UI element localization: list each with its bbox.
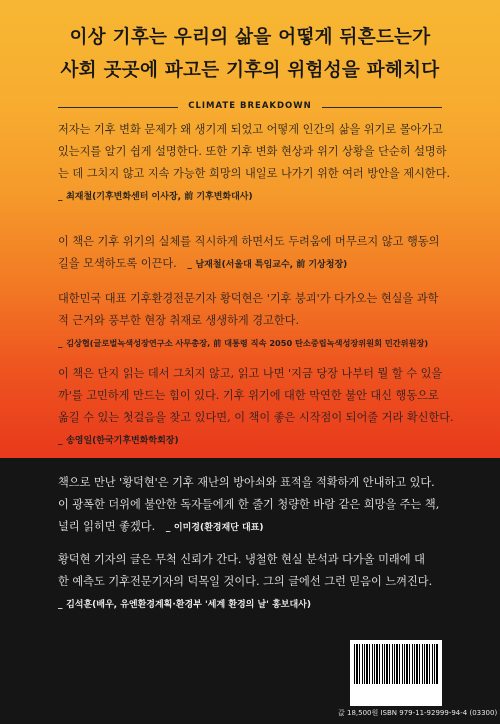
blurb-5-line-2: 이 광폭한 더위에 불안한 독자들에게 한 줄기 청량한 바람 같은 희망을 주는 책, (58, 498, 440, 511)
blurb-6-line-2: 한 예측도 기후전문기자의 덕목일 것이다. 그의 글에선 그런 믿음이 느껴진다. (58, 575, 433, 588)
blurb-3 (58, 288, 448, 354)
blurb-4-line-3: 옮길 수 있는 첫걸음을 찾고 있다면, 이 책이 좋은 시작점이 되어줄 거라 확신한다. (58, 411, 454, 424)
blurb-3-line-1: 대한민국 대표 기후환경전문기자 황덕현은 '기후 붕괴'가 다가오는 현실을 과학 (58, 292, 439, 305)
blurb-1-source: 최재철(기후변화센터 이사장, 前 기후변화대사) (66, 192, 253, 202)
blurb-6 (58, 549, 448, 615)
tagline: CLIMATE BREAKDOWN (188, 101, 312, 111)
blurb-3-dash: _ (58, 339, 63, 349)
blurb-2 (58, 231, 448, 275)
divider-right (322, 107, 442, 108)
blurb-3-source: 김상협(글로벌녹색성장연구소 사무총장, 前 대통령 직속 2050 탄소중립녹색성장위원회 민간위원장) (66, 338, 429, 348)
blurb-2-dash: _ (187, 260, 192, 270)
blurb-4-line-2: 까'를 고민하게 만드는 힘이 있다. 기후 위기에 대한 막연한 불안 대신 행동으로 (58, 389, 439, 402)
blurb-1-line-1: 저자는 기후 변화 문제가 왜 생기게 되었고 어떻게 인간의 삶을 위기로 몰아가고 (58, 123, 443, 136)
price-isbn: 값 18,500원 ISBN 979-11-92999-94-4 (03300) (338, 709, 498, 717)
blurb-5-dash: _ (165, 523, 171, 533)
blurb-2-source: 남재철(서울대 특임교수, 前 기상청장) (195, 260, 348, 270)
blurb-2-line-2: 길을 모색하도록 이끈다. (58, 257, 177, 270)
divider-left (58, 107, 178, 108)
blurb-5-source: 이미경(환경재단 대표) (173, 523, 264, 533)
blurb-1-dash: _ (58, 192, 63, 202)
blurb-4-dash: _ (58, 436, 63, 446)
blurb-3-line-2: 적 근거와 풍부한 현장 취재로 생생하게 경고한다. (58, 314, 300, 327)
blurb-1-line-3: 는 데 그치지 않고 지속 가능한 희망의 내일로 나가기 위한 여러 방안을 제시한다. (58, 167, 451, 180)
barcode-bars (354, 644, 438, 684)
barcode (350, 640, 442, 706)
blurb-4-line-1: 이 책은 단지 읽는 데서 그치지 않고, 읽고 나면 '지금 당장 나부터 뭘 할 수 있을 (58, 367, 443, 380)
headline-line-1: 이상 기후는 우리의 삶을 어떻게 뒤흔드는가 (69, 27, 431, 48)
blurb-6-line-1: 황덕현 기자의 글은 무척 신뢰가 간다. 냉철한 현실 분석과 다가올 미래에 대 (58, 553, 425, 566)
blurb-6-source: 김석훈(배우, 유엔환경계획·환경부 '세계 환경의 날' 홍보대사) (66, 600, 311, 610)
blurb-4 (58, 363, 454, 451)
headline-line-2: 사회 곳곳에 파고든 기후의 위험성을 파헤치다 (60, 60, 440, 81)
blurb-4-source: 송영일(한국기후변화학회장) (66, 436, 179, 446)
blurb-5-line-1: 책으로 만난 '황덕현'은 기후 재난의 방아쇠와 표적을 적확하게 안내하고 있다. (58, 476, 435, 489)
blurb-1 (58, 119, 451, 207)
blurb-2-line-1: 이 책은 기후 위기의 실체를 직시하게 하면서도 두려움에 머무르지 않고 행동의 (58, 235, 440, 248)
blurb-6-dash: _ (58, 600, 63, 610)
blurb-5 (58, 472, 448, 538)
blurb-1-line-2: 있는지를 알기 쉽게 설명한다. 또한 기후 변화 현상과 위기 상황을 단순히 설명하 (58, 145, 447, 158)
blurb-5-line-3: 널리 읽히면 좋겠다. (58, 520, 156, 533)
